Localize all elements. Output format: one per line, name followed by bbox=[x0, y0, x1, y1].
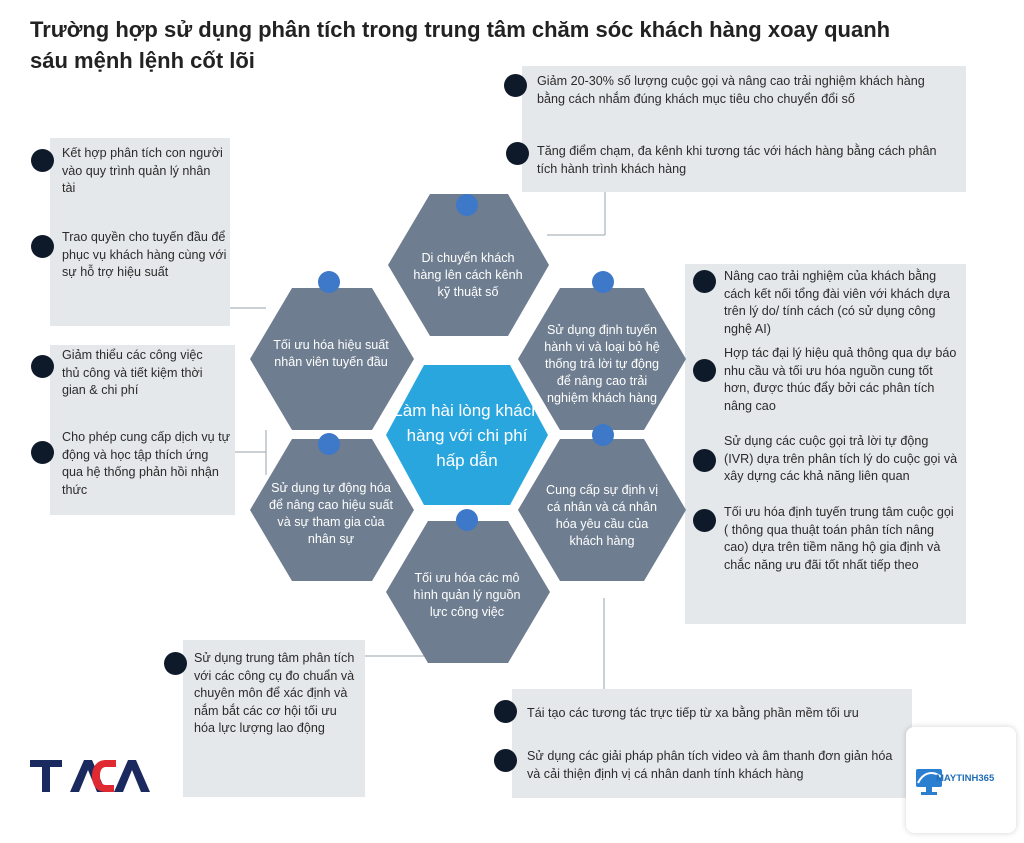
box-item: Sử dụng các giải pháp phân tích video và âm thanh đơn giản hóa và cải thiện định vị cá nhân danh tính khách hàng bbox=[527, 749, 893, 781]
bullet-dot bbox=[506, 142, 529, 165]
box-item: Sử dụng trung tâm phân tích với các công cụ đo chuẩn và chuyên môn để xác định và nắm bắt các cơ hội tối ưu hóa lực lượng lao động bbox=[194, 651, 355, 735]
box-item: Tăng điểm chạm, đa kênh khi tương tác với hách hàng bằng cách phân tích hành trình khách hàng bbox=[537, 144, 937, 176]
box-item: Trao quyền cho tuyến đầu để phục vụ khách hàng cùng với sự hỗ trợ hiệu suất bbox=[62, 230, 227, 279]
bullet-dot bbox=[31, 441, 54, 464]
maytinh365-logo-text: MAYTINH365 bbox=[936, 773, 995, 784]
node-lower-right bbox=[592, 424, 614, 446]
box-item: Giảm 20-30% số lượng cuộc gọi và nâng cao trải nghiệm khách hàng bằng cách nhắm đúng khách mục tiêu cho chuyển đổi số bbox=[537, 74, 925, 106]
bullet-dot bbox=[693, 359, 716, 382]
hex-label-lower-left: Sử dụng tự động hóa để nâng cao hiệu suất và sự tham gia của nhân sự bbox=[269, 481, 393, 546]
hex-label-upper-right: Sử dụng định tuyến hành vi và loại bỏ hệ thống trả lời tự động để nâng cao trải nghiệm khách hàng bbox=[544, 322, 660, 405]
box-item: Hợp tác đại lý hiệu quả thông qua dự báo nhu cầu và tối ưu hóa nguồn cung tốt hơn, được thúc đẩy bởi các phân tích nâng cao bbox=[724, 346, 957, 413]
box-item: Cho phép cung cấp dịch vụ tự động và học tập thích ứng qua hệ thống phản hồi nhận thức bbox=[62, 430, 231, 497]
hex-label-upper-left: Tối ưu hóa hiệu suất nhân viên tuyến đầu bbox=[273, 338, 389, 369]
box-item: Kết hợp phân tích con người vào quy trình quản lý nhân tài bbox=[62, 146, 223, 195]
node-lower-left bbox=[318, 433, 340, 455]
bullet-dot bbox=[504, 74, 527, 97]
box-item: Nâng cao trải nghiệm của khách bằng cách kết nối tổng đài viên với khách dựa trên lý do/ tính cách (có sử dụng công nghệ AI) bbox=[724, 269, 951, 336]
bullet-dot bbox=[164, 652, 187, 675]
taca-logo bbox=[30, 758, 152, 794]
bullet-dot bbox=[693, 270, 716, 293]
box-item: Giảm thiểu các công việc thủ công và tiết kiệm thời gian & chi phí bbox=[62, 348, 203, 397]
bullet-dot bbox=[494, 749, 517, 772]
hex-label-top: Di chuyển khách hàng lên cách kênh kỹ thuật số bbox=[413, 250, 523, 299]
bullet-dot bbox=[494, 700, 517, 723]
node-upper-left bbox=[318, 271, 340, 293]
bullet-dot bbox=[31, 149, 54, 172]
bullet-dot bbox=[693, 509, 716, 532]
bullet-dot bbox=[31, 235, 54, 258]
node-top bbox=[456, 194, 478, 216]
hex-label-bottom: Tối ưu hóa các mô hình quản lý nguồn lực công việc bbox=[413, 570, 521, 619]
center-label: Làm hài lòng khách hàng với chi phí hấp dẫn bbox=[393, 400, 541, 470]
box-item: Tái tạo các tương tác trực tiếp từ xa bằng phần mềm tối ưu bbox=[527, 706, 859, 720]
box-item: Sử dụng các cuộc gọi trả lời tự động (IVR) dựa trên phân tích lý do cuộc gọi và xây dựng các khả năng liên quan bbox=[724, 434, 958, 483]
hex-label-lower-right: Cung cấp sự định vị cá nhân và cá nhân hóa yêu cầu của khách hàng bbox=[545, 483, 659, 548]
bullet-dot bbox=[31, 355, 54, 378]
bullet-dot bbox=[693, 449, 716, 472]
page-title: Trường hợp sử dụng phân tích trong trung tâm chăm sóc khách hàng xoay quanh sáu mệnh lệnh cốt lõi bbox=[30, 17, 891, 73]
node-bottom bbox=[456, 509, 478, 531]
node-upper-right bbox=[592, 271, 614, 293]
box-item: Tối ưu hóa định tuyến trung tâm cuộc gọi ( thông qua thuật toán phân tích nâng cao) dựa trên tiềm năng hộ gia định và chắc năng ưu đãi tốt nhất tiếp theo bbox=[724, 505, 954, 572]
maytinh365-logo bbox=[906, 727, 1016, 833]
